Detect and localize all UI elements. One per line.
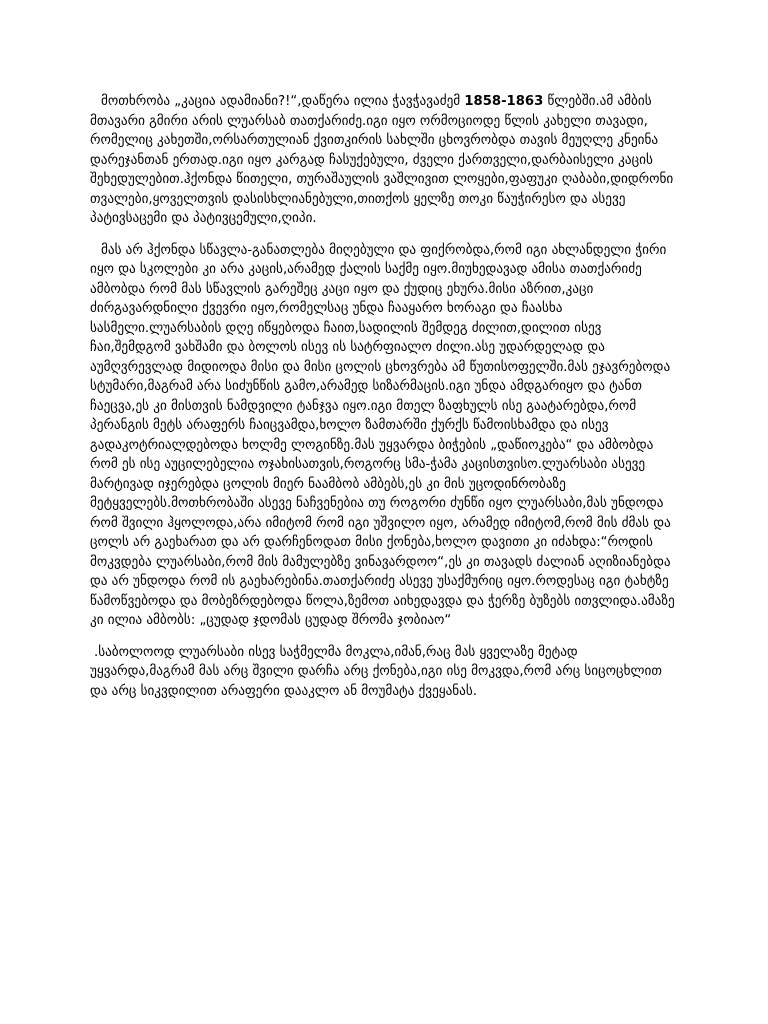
publication-years: 1858-1863 — [464, 94, 544, 109]
document-body — [90, 92, 680, 713]
paragraph-character: მას არ ჰქონდა სწავლა-განათლება მიღებული და ფიქრობდა,რომ იგი ახლანდელი ჭირი იყო და სკოლები კი არა კაცის,არამედ ქალის საქმე იყო.მიუხედავად ამისა თათქარიძე ამბობდა რომ მას სწავლის გარეშეც კაცი იყო და ქუდიც ეხურა.მისი აზრით,კაცი ძირგავარდნილი ქვევრი იყო,რომელსაც უნდა ჩააყარო ხორაგი და ჩაასხა სასმელი.ლუარსაბის დღე იწყებოდა ჩაით,სადილის შემდეგ ძილით,დილით ისევ ჩაი,შემდგომ ვახშამი და ბოლოს ისევ ის სატრფიალო ძილი.ასე უდარდელად და აუმღვრევლად მიდიოდა მისი და მისი ცოლის ცხოვრება ამ წუთისოფელში.მას ეჯავრებოდა სტუმარი,მაგრამ არა სიძუნწის გამო,არამედ სიზარმაცის.იგი უნდა ამდგარიყო და ტანთ ჩაეცვა,ეს კი მისთვის ნამდვილი ტანჯვა იყო.იგი მთელ ზაფხულს ისე გაატარებდა,რომ პერანგის მეტს არაფერს ჩაიცვამდა,ხოლო ზამთარში ქურქს წამოისხამდა და ისევ გადაკოტრიალდებოდა ხოლმე ლოგინზე.მას უყვარდა ბიჭების „დაწიოკება“ და ამბობდა რომ ეს ისე აუცილებელია ოჯახისათვის,როგორც სმა-ჭამა კაცისთვისო.ლუარსაბი ასევე მარტივად იჯერებდა ცოლის მიერ ნაამბობ ამბებს,ეს კი მის უცოდინრობაზე მეტყველებს.მოთხრობაში ასევე ნაჩვენებია თუ როგორი ძუნწი იყო ლუარსაბი,მას უნდოდა რომ შვილი ჰყოლოდა,არა იმიტომ რომ იგი უშვილო იყო, არამედ იმიტომ,რომ მის ძმას და ცოლს არ გაეხარათ და არ დარჩენოდათ მისი ქონება,ხოლო დავითი კი იძახდა:“როდის მოკვდება ლუარსაბი,რომ მის მამულებზე ვინავარდოო“,ეს კი თავადს ძალიან აღიზიანებდა და არ უნდოდა რომ ის გაეხარებინა.თათქარიძე ასევე უსაქმურიც იყო.როდესაც იგი ტახტზე წამოწვებოდა და მობეზრდებოდა წოლა,ზემოთ აიხედავდა და ჭერზე ბუზებს ითვლიდა.ამაზე კი ილია ამბობს: „ცუდად ჯდომას ცუდად შრომა ჯობიაო“ — [90, 242, 675, 628]
paragraph-intro-text-end: წლებში.ამ ამბის მთავარი გმირი არის ლუარსაბ თათქარიძე.იგი იყო ორმოციოდე წლის კახელი თავადი, რომელიც კახეთში,ორსართულიან ქვითკირის სახლში ცხოვრობდა თავის მეუღლე კნეინა დარეჯანთან ერთად.იგი იყო კარგად ჩასუქებული, ძველი ქართველი,დარბაისელი კაცის შეხედულებით.ჰქონდა წითელი, თურაშაულის ვაშლივით ლოყები,ფაფუკი ღაბაბი,დიდრონი თვალები,ყოველთვის დასისხლიანებული,თითქოს ყელზე თოკი წაუჭირესო და ასევე პატივსაცემი და პატივცემული,ღიპი. — [90, 94, 674, 226]
paragraph-intro — [90, 92, 680, 229]
paragraph-intro-text-start: მოთხრობა „კაცია ადამიანი?!“,დაწერა ილია ჭავჭავაძემ — [101, 94, 465, 109]
paragraph-conclusion: .საბოლოოდ ლუარსაბი ისევ საჭმელმა მოკლა,იმან,რაც მას ყველაზე მეტად უყვარდა,მაგრამ მას არც შვილი დარჩა არც ქონება,იგი ისე მოკვდა,რომ არც სიცოცხლით და არც სიკვდილით არაფერი დააკლო ან მოუმატა ქვეყანას. — [90, 644, 662, 699]
